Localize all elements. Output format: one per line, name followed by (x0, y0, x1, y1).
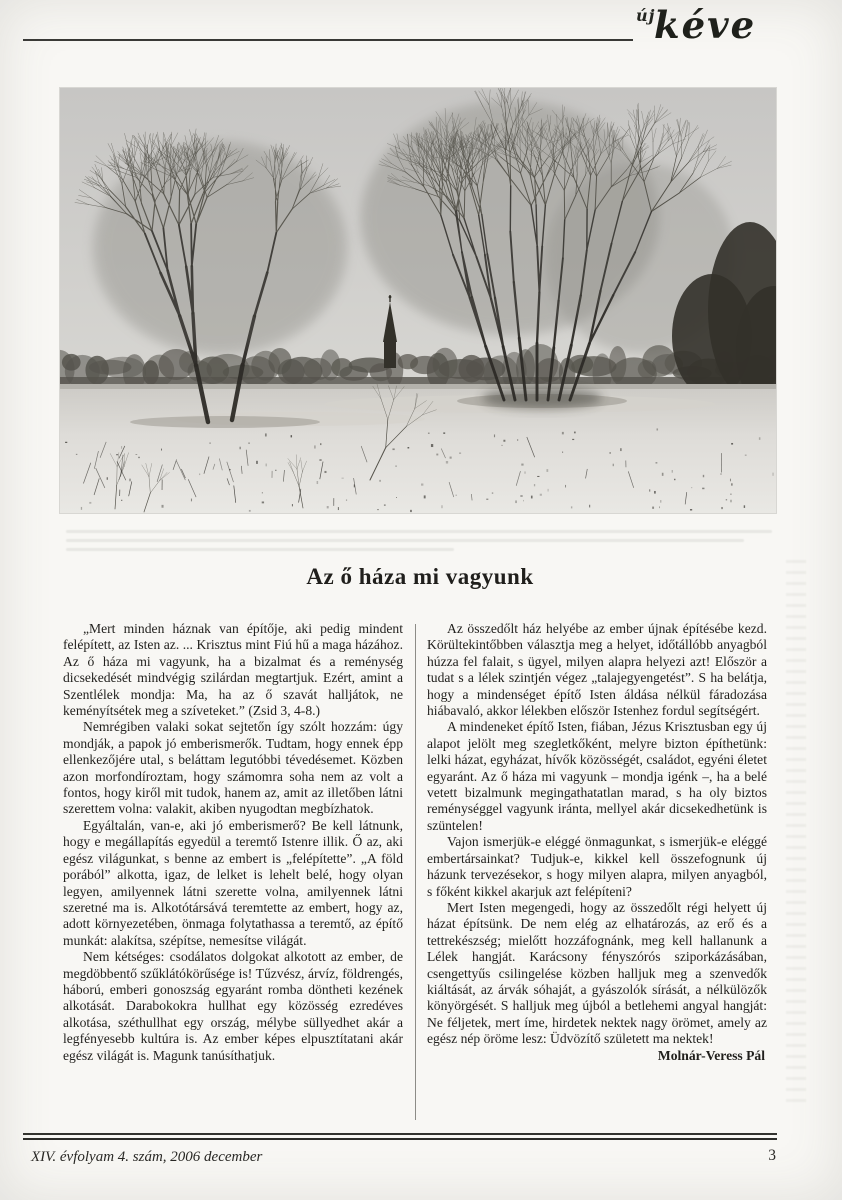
logo-uj-text: új (636, 6, 656, 25)
article-paragraph: Egyáltalán, van-e, aki jó emberismerő? Be kell látnunk, hogy e megállapítás egyedül a teremtő Istenre illik. Ő az, aki egész világunkat, s benne az embert is „felépítette”. „A föld porából” alkotta, igaz, de lelket is lehelt belé, hogy olyan legyen, amilyennek látni szerette volna, amilyennek látni szeretné ma is. Alkotótársává teremtette az embert, hogy az, adott környezetében, önmaga folytathassa a teremtő, az építő munkát: alakítsa, szépítse, nemesítse világát. (63, 817, 403, 948)
right-column-paragraphs (427, 621, 767, 1048)
margin-bleedthrough (786, 560, 806, 1105)
article-right-column (427, 621, 767, 1120)
author-signature: Molnár-Veress Pál (657, 1047, 765, 1063)
column-divider (415, 624, 416, 1120)
page-number: 3 (768, 1147, 776, 1164)
masthead-rule (23, 39, 633, 41)
article-paragraph: Nemrégiben valaki sokat sejtetőn így szólt hozzám: úgy mondják, a papok jó emberismerők. Tudtam, hogy ennek épp ellenkezőjére utal, s beláttam legutóbbi tévedésemet. Közben azon morfondíroztam, hogy számomra soha nem az volt a fontos, hogy kiről mit tudok, hanem az, amit az illetőben látni szerettem volna: valakit, akiben nyugodtan megbízhatok. (63, 719, 403, 817)
logo-keve-text: kéve (654, 3, 757, 47)
article-body (63, 621, 777, 1120)
winter-landscape-photo (60, 88, 776, 513)
article-title: Az ő háza mi vagyunk (306, 564, 534, 589)
article-paragraph: Vajon ismerjük-e eléggé önmagunkat, s ismerjük-e eléggé embertársainkat? Tudjuk-e, kikkel kell összefognunk új házunk tervezésekor, s hogy milyen alapra, milyen anyagból, s főként kikkel akarjuk azt felépíteni? (427, 834, 767, 899)
issue-info: XIV. évfolyam 4. szám, 2006 december (31, 1149, 263, 1165)
article-left-column (63, 621, 403, 1120)
article-paragraph: A mindeneket építő Isten, fiában, Jézus Krisztusban egy új alapot jelölt meg szegletkőként, melyre bizton építhetünk: lelki házat, egyházat, hívők közösségét, családot, egyéni életet egyaránt. Az ő háza mi vagyunk – mondja igénk –, ha a belé vetett bizalmunk megingathatatlan marad, s ha oly biztos reménységgel vagyunk iránta, mellyel akár dicsekedhetünk is szüntelen! (427, 719, 767, 833)
article-paragraph: „Mert minden háznak van építője, aki pedig mindent felépített, az Isten az. ... Krisztus mint Fiú hű a maga házához. Az ő háza mi vagyunk, ha a bizalmat és a reménység dicsekedését mindvégig szilárdan megtartjuk. Ezért, amint a Szentlélek mondja: Ma, ha az ő szavát halljátok, ne keményítsétek meg a szíveteket.” (Zsid 3, 4-8.) (63, 621, 403, 719)
footer-rule (23, 1133, 777, 1140)
article-paragraph: Mert Isten megengedi, hogy az összedőlt régi helyett új házat építsünk. De nem elég az elhatározás, az erő és a tettrekészség; mielőtt hozzáfognánk, meg kell hallanunk a Lélek hangját. Karácsony fényszórós sziporkázásában, csengettyűs csilingelése közben halljuk meg a szenvedők kiáltását, az árvák sóhaját, a gyászolók sírását, a nélkülözők könyörgését. S halljuk meg újból a betlehemi angyal hangját: Ne féljetek, mert íme, hirdetek nektek nagy örömet, amely az egész nép öröme lesz: Üdvözítő született ma nektek! (427, 899, 767, 1047)
page-bleedthrough (66, 524, 772, 557)
article-paragraph: Nem kétséges: csodálatos dolgokat alkotott az ember, de megdöbbentő szűklátókörűsége is! Tűzvész, árvíz, földrengés, háború, emberi gonoszság egyaránt romba döntheti kezének alkotását. Darabokokra hullhat egy közösség ezredéves alkotása, széthullhat egy ország, mélybe süllyedhet akár a legfényesebb kultúra is. Az ember képes elpusztítatani akár egész világát is. Magunk tanúsíthatjuk. (63, 949, 403, 1063)
article-paragraph: Az összedőlt ház helyébe az ember újnak építésébe kezd. Körültekintőbben választja meg a helyet, időtállóbb anyagból húzza fel falait, s ügyel, milyen alapra helyezi azt! Először a tudat s a lélek szintjén végez „talajegyengetést”. S ha belátja, hogy a mindenséget építő Isten áldása nélkül fáradozása hiábavaló, akkor lélekben először Istenhez fordul segítségért. (427, 621, 767, 719)
winter-landscape-art (60, 88, 776, 513)
masthead-logo (630, 2, 800, 54)
